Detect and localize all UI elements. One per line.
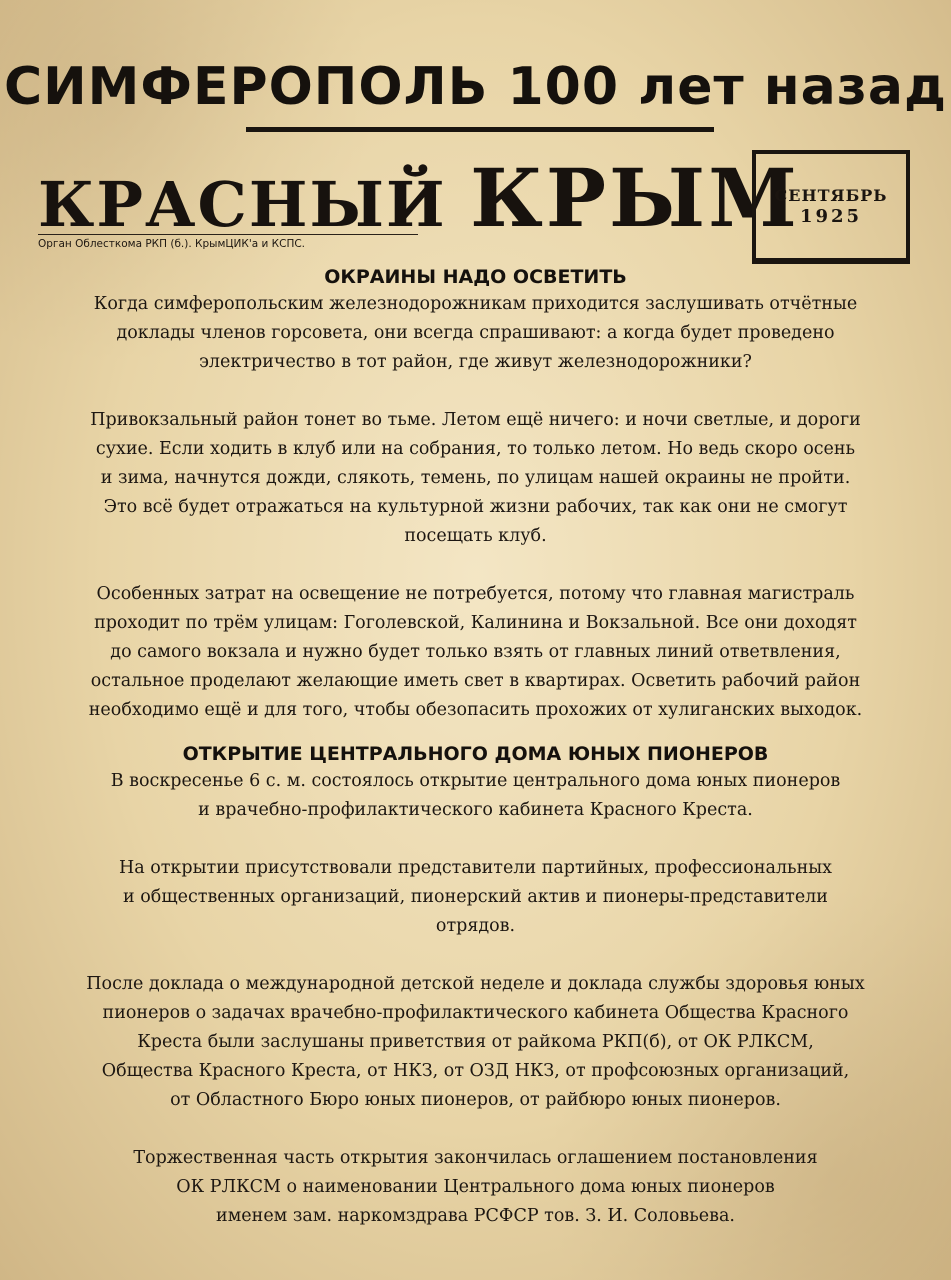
article-paragraph (18, 406, 933, 551)
text-line: и зима, начнутся дожди, слякоть, темень, по улицам нашей окраины не пройти. (100, 468, 851, 488)
article-pioneers-house (18, 741, 933, 1231)
page-title: СИМФЕРОПОЛЬ 100 лет назад (3, 57, 948, 117)
text-line: сухие. Если ходить в клуб или на собрания, то только летом. Но ведь скоро осень (95, 439, 856, 459)
article-paragraph (18, 290, 933, 377)
text-line: и врачебно-профилактического кабинета Красного Креста. (198, 800, 753, 820)
text-line: пионеров о задачах врачебно-профилактического кабинета Общества Красного (102, 1003, 849, 1023)
issue-month: СЕНТЯБРЬ (774, 186, 888, 205)
article-headline: ОТКРЫТИЕ ЦЕНТРАЛЬНОГО ДОМА ЮНЫХ ПИОНЕРОВ (182, 743, 769, 765)
text-line: от Областного Бюро юных пионеров, от райбюро юных пионеров. (170, 1090, 781, 1110)
text-line: В воскресенье 6 с. м. состоялось открытие центрального дома юных пионеров (110, 771, 841, 791)
text-line: Когда симферопольским железнодорожникам приходится заслушивать отчётные (93, 294, 858, 314)
article-paragraph (18, 970, 933, 1115)
article-headline: ОКРАИНЫ НАДО ОСВЕТИТЬ (324, 266, 627, 288)
text-line: Общества Красного Креста, от НКЗ, от ОЗД НКЗ, от профсоюзных организаций, (101, 1061, 850, 1081)
text-line: и общественных организаций, пионерский актив и пионеры-представители (123, 887, 828, 907)
text-line: посещать клуб. (404, 526, 547, 546)
article-paragraph (18, 580, 933, 725)
masthead-subtitle: Орган Облесткома РКП (б.). КрымЦИК'а и КСПС. (38, 234, 418, 252)
text-line: ОК РЛКСМ о наименовании Центрального дома юных пионеров (176, 1177, 775, 1197)
text-line: проходит по трём улицам: Гоголевской, Калинина и Вокзальной. Все они доходят (94, 613, 857, 633)
article-lighting (18, 264, 933, 725)
article-paragraph (18, 1144, 933, 1231)
title-underline (246, 127, 714, 132)
text-line: до самого вокзала и нужно будет только взять от главных линий ответвления, (110, 642, 841, 662)
text-line: необходимо ещё и для того, чтобы обезопасить прохожих от хулиганских выходок. (88, 700, 863, 720)
text-line: После доклада о международной детской неделе и доклада службы здоровья юных (86, 974, 865, 994)
text-line: Привокзальный район тонет во тьме. Летом ещё ничего: и ночи светлые, и дороги (90, 410, 861, 430)
text-line: На открытии присутствовали представители партийных, профессиональных (118, 858, 833, 878)
text-line: остальное проделают желающие иметь свет в квартирах. Осветить рабочий район (90, 671, 861, 691)
text-line: отрядов. (435, 916, 516, 936)
newspaper-masthead (38, 150, 800, 246)
text-line: Особенных затрат на освещение не потребуется, потому что главная магистраль (96, 584, 855, 604)
text-line: доклады членов горсовета, они всегда спрашивают: а когда будет проведено (116, 323, 835, 343)
text-line: Торжественная часть открытия закончилась оглашением постановления (133, 1148, 818, 1168)
masthead-name-part1: КРАСНЫЙ (38, 168, 447, 241)
text-line: именем зам. наркомздрава РСФСР тов. З. И. Соловьева. (216, 1206, 735, 1226)
masthead-name-part2: КРЫМ (470, 151, 800, 245)
issue-year: 1925 (799, 206, 863, 227)
issue-date-box (752, 150, 910, 264)
article-paragraph (18, 854, 933, 941)
text-line: Креста были заслушаны приветствия от райкома РКП(б), от ОК РЛКСМ, (137, 1032, 814, 1052)
article-paragraph (18, 767, 933, 825)
text-line: Это всё будет отражаться на культурной жизни рабочих, так как они не смогут (103, 497, 848, 517)
text-line: электричество в тот район, где живут железнодорожники? (199, 352, 752, 372)
